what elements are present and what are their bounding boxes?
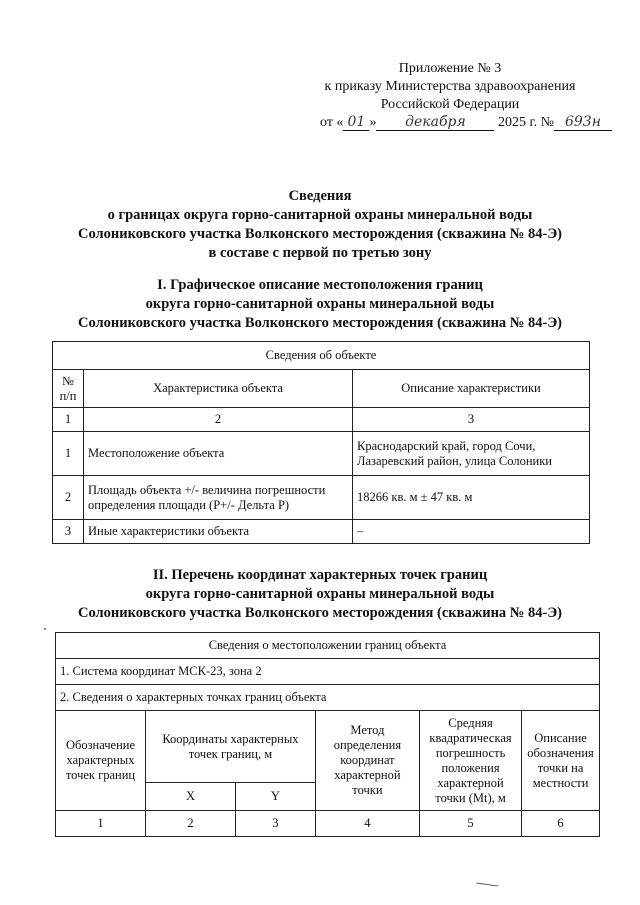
title-line-2: о границах округа горно-санитарной охраны минеральной воды [107,207,533,223]
table-row [53,476,590,520]
header-y: Y [235,783,315,811]
column-number: 2 [84,408,353,432]
column-number: 4 [315,811,419,837]
points-info-row: 2. Сведения о характерных точках границ объекта [56,685,600,711]
column-number: 1 [53,408,84,432]
scan-speck [44,628,46,630]
row-number: 2 [53,476,84,520]
appendix-order-ref: к приказу Министерства здравоохранения [324,79,576,94]
header-description: Описание обозначения точки на местности [522,711,600,811]
order-day: 01 [343,114,369,131]
row-name: Местоположение объекта [84,432,353,476]
appendix-header [300,60,600,114]
title-line-3: Солониковского участка Волконского месторождения (скважина № 84-Э) [78,226,562,242]
coordinates-table [55,632,600,837]
row-value: 18266 кв. м ± 47 кв. м [353,476,590,520]
header-x: X [145,783,235,811]
column-number: 2 [145,811,235,837]
section-1-heading [0,276,640,333]
column-number: 3 [353,408,590,432]
order-date-number [320,114,612,131]
order-month: декабря [376,114,494,131]
section-1-line-1: I. Графическое описание местоположения границ [157,277,483,293]
table-caption: Сведения о местоположении границ объекта [56,633,600,659]
order-mid: » [369,115,377,130]
row-number: 3 [53,520,84,544]
section-2-line-2: округа горно-санитарной охраны минеральной воды [145,586,495,602]
header-point: Обозначение характерных точек границ [56,711,146,811]
title-line-1: Сведения [288,188,352,204]
section-2-heading [0,566,640,623]
row-name: Площадь объекта +/- величина погрешности определения площади (Р+/- Дельта Р) [84,476,353,520]
document-title [0,187,640,263]
title-line-4: в составе с первой по третью зону [208,245,432,261]
section-2-line-3: Солониковского участка Волконского месторождения (скважина № 84-Э) [78,605,562,621]
header-cell: Описание характеристики [353,370,590,408]
row-name: Иные характеристики объекта [84,520,353,544]
appendix-ministry: Российской Федерации [380,97,520,112]
section-1-line-2: округа горно-санитарной охраны минеральной воды [145,296,495,312]
header-coordinates: Координаты характерных точек границ, м [145,711,315,783]
header-error: Средняя квадратическая погрешность положения характерной точки (Mt), м [419,711,521,811]
header-cell: Характеристика объекта [84,370,353,408]
column-number: 6 [522,811,600,837]
order-year: 2025 г. № [497,115,554,130]
row-number: 1 [53,432,84,476]
table-row [53,520,590,544]
object-info-table [52,341,590,544]
table-caption: Сведения об объекте [53,342,590,370]
section-1-line-3: Солониковского участка Волконского месторождения (скважина № 84-Э) [78,315,562,331]
order-prefix: от « [320,115,344,130]
scan-mark [476,883,499,893]
column-number: 5 [419,811,521,837]
appendix-title: Приложение № 3 [398,61,502,76]
column-number: 3 [235,811,315,837]
table-row [53,432,590,476]
row-value: – [353,520,590,544]
row-value: Краснодарский край, город Сочи, Лазаревский район, улица Солоники [353,432,590,476]
coordinate-system-row: 1. Система координат МСК-23, зона 2 [56,659,600,685]
order-number: 693н [554,114,612,131]
section-2-line-1: II. Перечень координат характерных точек границ [152,567,488,583]
column-number: 1 [56,811,146,837]
header-method: Метод определения координат характерной точки [315,711,419,811]
header-cell: № п/п [53,370,84,408]
